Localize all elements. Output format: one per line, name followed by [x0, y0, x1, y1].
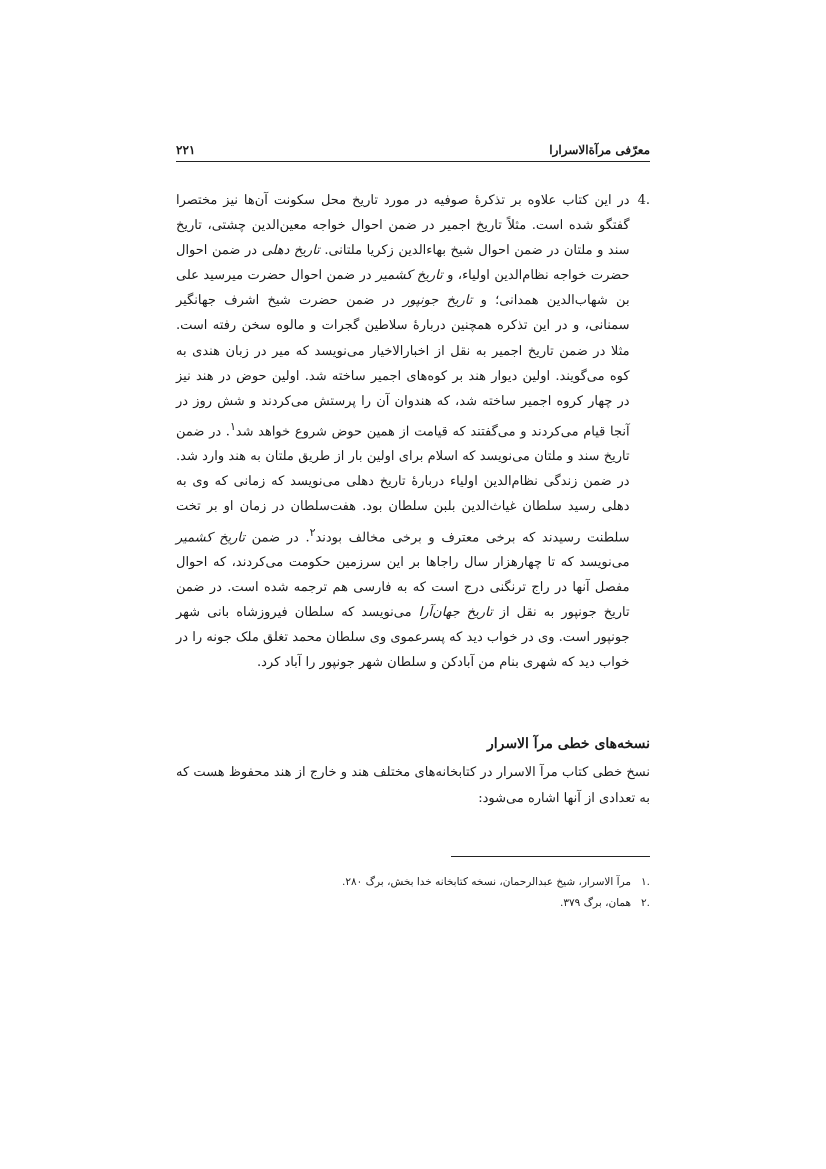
- text-segment: می‌نویسد که تا چهارهزار سال راجاها بر این سرزمین حکومت می‌کردند، که احوال مفصل آنها در راج ترنگنی درج است که به فارسی هم ترجمه شده است. در ضمن تاریخ جونپور به نقل از: [176, 554, 630, 621]
- running-header: [176, 143, 650, 162]
- text-segment: در ضمن احوال حضرت خواجه نظام‌الدین اولیاء، و: [176, 243, 630, 284]
- book-title-italic: تاریخ جهان‌آرا: [418, 605, 493, 621]
- text-segment: در ضمن احوال حضرت میرسید علی بن شهاب‌الدین همدانی؛ و: [176, 268, 630, 309]
- numbered-item-4: [176, 188, 650, 675]
- book-title-italic: تاریخ دهلی: [261, 243, 320, 259]
- footnote-divider: [451, 856, 650, 857]
- footnote-marker[interactable]: ۲: [309, 525, 316, 539]
- item-paragraph: [176, 188, 630, 675]
- section-paragraph: نسخ خطی کتاب مرآ الاسرار در کتابخانه‌های مختلف هند و خارج از هند محفوظ هست که به تعدادی از آنها اشاره می‌شود:: [176, 765, 650, 806]
- text-segment: در ضمن حضرت شیخ اشرف جهانگیر سمنانی، و در این تذکره همچنین دربارهٔ سلاطین گجرات و مالوه سخن رفته است. مثلا در ضمن تاریخ اجمیر به نقل از اخبارالاخیار می‌نویسد که میر در زبان هندی به کوه می‌گویند. اولین دیوار هند بر کوه‌های اجمیر ساخته شد. اولین حوض در هند نیز در چهار کروه اجمیر ساخته شد، که هندوان آن را پرستش می‌کردند و شش روز در آنجا قیام می‌کردند و می‌گفتند که قیامت از همین حوض شروع خواهد شد: [176, 293, 630, 440]
- footnote-number: .۲: [641, 897, 650, 909]
- text-segment: . در ضمن تاریخ سند و ملتان می‌نویسد که اسلام برای اولین بار از طریق ملتان به هند وارد شد. در ضمن زندگی نظام‌الدین اولیاء دربارهٔ تاریخ دهلی می‌نویسد که زمانی که وی به دهلی رسید سلطان غیاث‌الدین بلبن سلطان بود. هفت‌سلطان در زمان او بر تخت سلطنت رسیدند که برخی معترف و برخی مخالف بودند: [176, 424, 630, 545]
- item-number: .4: [637, 193, 650, 208]
- footnote-text: همان، برگ ۳۷۹.: [560, 897, 632, 909]
- book-title-italic: تاریخ کشمیر: [176, 529, 245, 545]
- footnotes: [176, 872, 650, 914]
- footnote-marker[interactable]: ۱: [229, 419, 236, 433]
- text-segment: می‌نویسد که سلطان فیروزشاه بانی شهر جونپور است. وی در خواب دید که پسرعموی وی سلطان محمد تغلق ملک جونه را در خواب دید که شهری بنام من آبادکن و سلطان شهر جونپور را آباد کرد.: [176, 605, 630, 671]
- page-number: ۲۲۱: [176, 143, 196, 157]
- section-heading: نسخه‌های خطی مرآ الاسرار: [486, 736, 650, 752]
- text-segment: در این کتاب علاوه بر تذکرهٔ صوفیه در مورد تاریخ محل سکونت آن‌ها نیز مختصرا گفتگو شده است. مثلاً تاریخ اجمیر در ضمن احوال خواجه معین‌الدین چشتی، تاریخ سند و ملتان در ضمن احوال شیخ بهاءالدین زکریا ملتانی.: [176, 193, 630, 259]
- book-title-italic: تاریخ جونپور: [402, 293, 473, 309]
- footnote-1: [176, 872, 650, 893]
- footnote-text: مرآ الاسرار، شیخ عبدالرحمان، نسخه کتابخانه خدا بخش، برگ ۲۸۰.: [342, 876, 632, 888]
- footnote-number: .۱: [641, 876, 650, 888]
- text-segment: . در ضمن: [244, 529, 310, 545]
- book-title-italic: تاریخ کشمیر: [375, 268, 443, 284]
- footnote-2: [176, 893, 650, 914]
- running-title: معرّفی مرآةالاسرارا: [549, 143, 650, 157]
